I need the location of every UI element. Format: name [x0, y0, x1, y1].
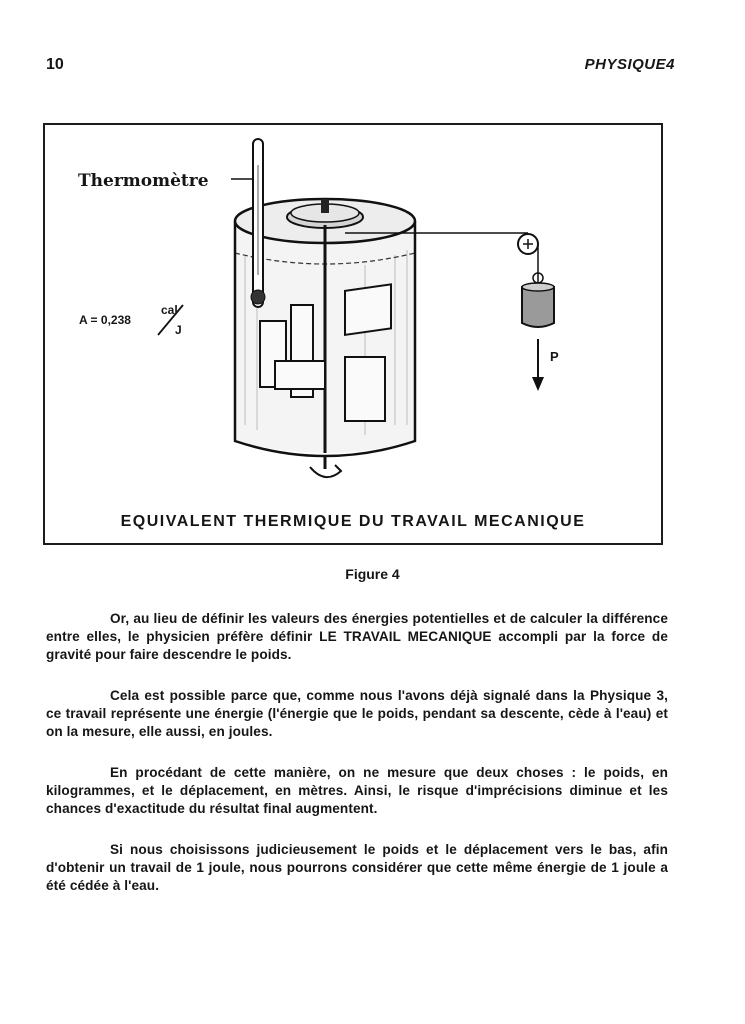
formula-unit-bottom: J: [175, 323, 182, 337]
weight: [522, 287, 554, 327]
figure-title: EQUIVALENT THERMIQUE DU TRAVAIL MECANIQUE: [120, 513, 586, 530]
paragraph: En procédant de cette manière, on ne mesure que deux choses : le poids, en kilogrammes, et le déplacement, en mètres. Ainsi, le risque d'imprécisions diminue et les chances d'exactitude du résultat final augmentent.: [46, 765, 668, 816]
figure-caption: Figure 4: [345, 566, 400, 582]
page-header: [46, 56, 675, 78]
formula-text: A = 0,238: [79, 313, 131, 327]
figure-4: [43, 123, 663, 545]
body-text: [46, 610, 668, 918]
page-number: 10: [46, 56, 64, 73]
thermometer-label: Thermomètre: [78, 171, 209, 191]
formula-label: [79, 303, 182, 337]
formula-unit-top: cal: [161, 303, 178, 317]
force-label: P: [550, 349, 559, 364]
paragraph: Si nous choisissons judicieusement le poids et le déplacement vers le bas, afin d'obtenir un travail de 1 joule, nous pourrons considérer que cette même énergie de 1 joule a été cédée à l'eau.: [46, 842, 668, 893]
pulley-spindle: [321, 199, 329, 213]
running-title: PHYSIQUE4: [584, 56, 675, 73]
paragraph: Or, au lieu de définir les valeurs des énergies potentielles et de calculer la différence entre elles, le physicien préfère définir LE TRAVAIL MECANIQUE accompli par la force de gravité pour faire descendre le poids.: [46, 611, 668, 662]
paragraph: Cela est possible parce que, comme nous l'avons déjà signalé dans la Physique 3, ce travail représente une énergie (l'énergie que le poids, pendant sa descente, cède à l'eau) et on la mesure, elle aussi, en joules.: [46, 688, 668, 739]
